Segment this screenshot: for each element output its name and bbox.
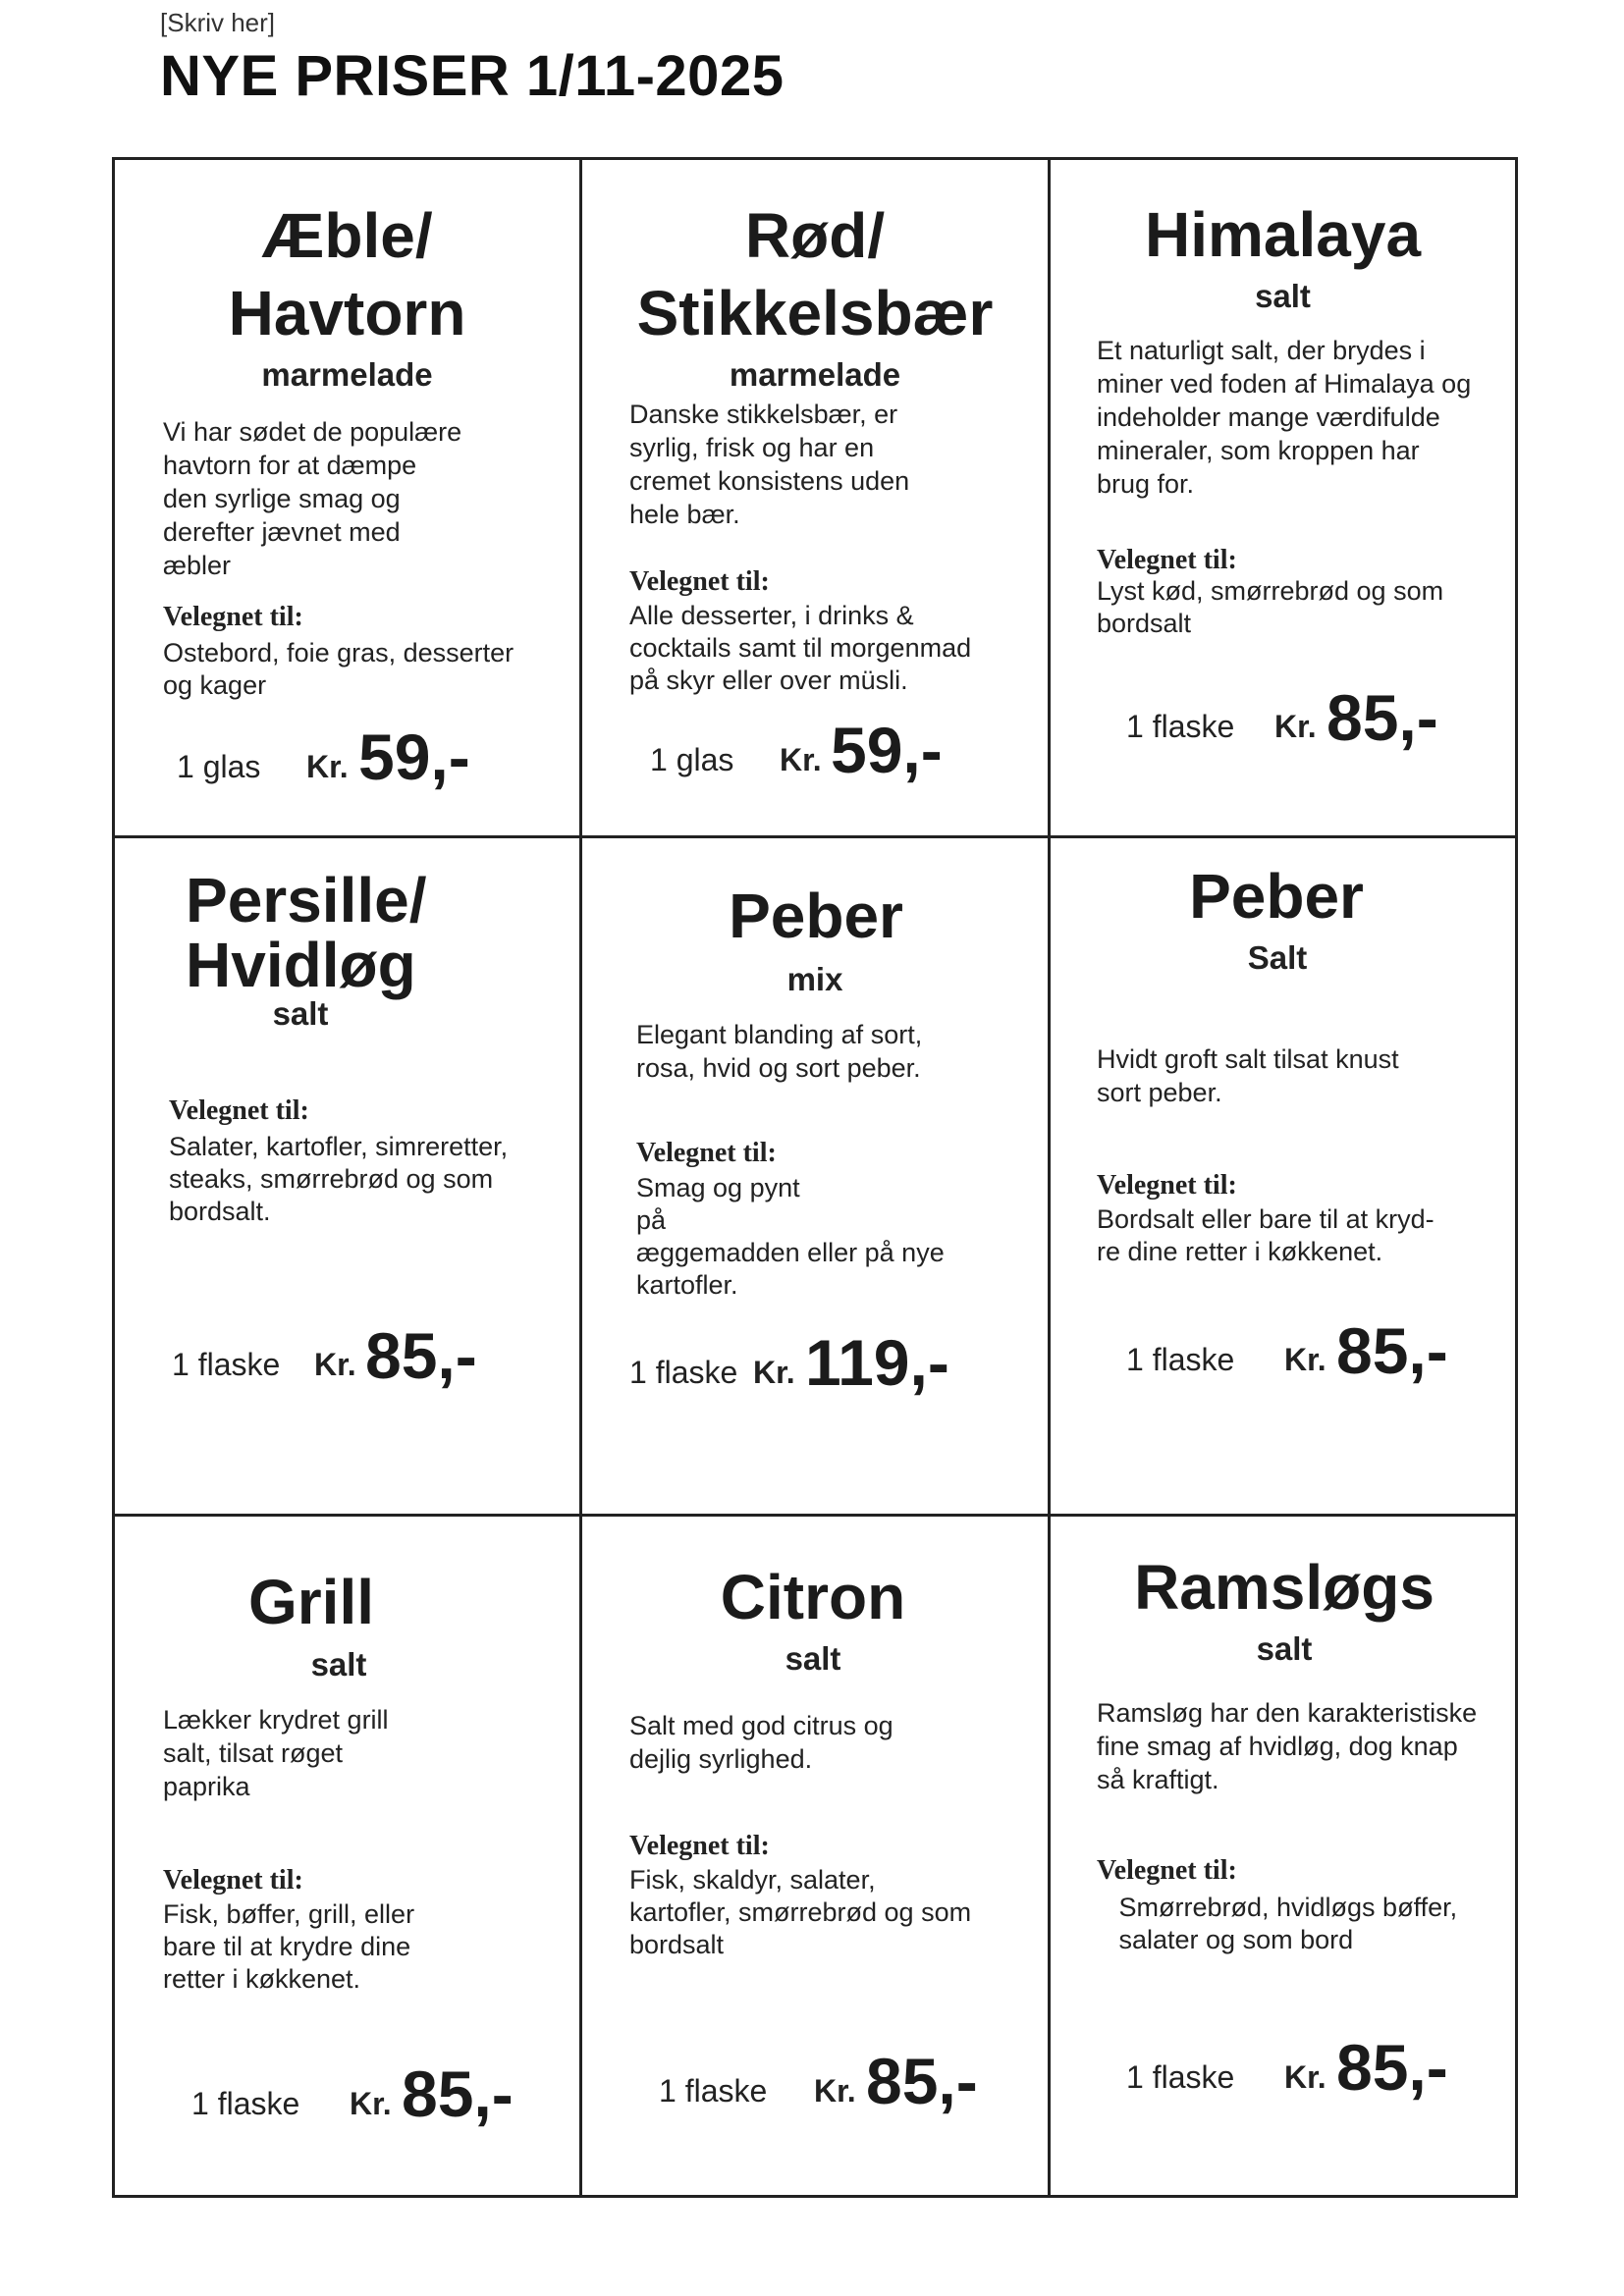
velegnet-label: Velegnet til:	[169, 1095, 309, 1126]
product-subtitle: salt	[785, 1640, 841, 1677]
header-placeholder: [Skriv her]	[160, 8, 276, 37]
product-card-himalaya	[1051, 160, 1515, 838]
product-description: Et naturligt salt, der brydes i miner ved foden af Himalaya og indeholder mange værdifulde mineraler, som kroppen har brug for.	[1097, 336, 1472, 499]
page-title: NYE PRISER 1/11-2025	[160, 44, 785, 108]
velegnet-text: Smag og pynt på æggemadden eller på nye kartofler.	[636, 1173, 945, 1300]
product-description: Lækker krydret grill salt, tilsat røget paprika	[163, 1705, 389, 1801]
product-subtitle: mix	[786, 961, 843, 997]
velegnet-label: Velegnet til:	[629, 1831, 770, 1861]
product-name: Peber	[1189, 861, 1364, 932]
velegnet-text: Smørrebrød, hvidløgs bøffer, salater og som bord	[1118, 1893, 1458, 1954]
product-subtitle: salt	[310, 1646, 367, 1682]
product-name: Rød/ Stikkelsbær	[636, 200, 994, 348]
velegnet-label: Velegnet til:	[636, 1138, 777, 1168]
product-description: Ramsløg har den karakteristiske fine smag af hvidløg, dog knap så kraftigt.	[1097, 1698, 1478, 1794]
product-unit: 1 flaske	[172, 1347, 281, 1382]
velegnet-text: Lyst kød, smørrebrød og som bordsalt	[1097, 576, 1444, 638]
product-description: Danske stikkelsbær, er syrlig, frisk og har en cremet konsistens uden hele bær.	[629, 400, 910, 529]
velegnet-label: Velegnet til:	[163, 602, 303, 632]
product-unit: 1 flaske	[1126, 1342, 1235, 1377]
product-description: Vi har sødet de populære havtorn for at dæmpe den syrlige smag og derefter jævnet med æbler	[163, 417, 462, 580]
product-name: Peber	[729, 881, 903, 951]
velegnet-label: Velegnet til:	[1097, 545, 1237, 575]
product-price: 85,-	[1336, 1314, 1448, 1387]
currency-label: Kr.	[1284, 2059, 1326, 2095]
product-description: Salt med god citrus og dejlig syrlighed.	[629, 1711, 893, 1774]
product-unit: 1 flaske	[629, 1355, 738, 1390]
product-price: 119,-	[805, 1326, 949, 1399]
currency-label: Kr.	[306, 749, 349, 784]
velegnet-text: Alle desserter, i drinks & cocktails samt til morgenmad på skyr eller over müsli.	[629, 601, 972, 695]
product-subtitle: salt	[272, 995, 329, 1032]
product-card-peber-salt	[1051, 838, 1515, 1517]
product-price: 85,-	[1326, 681, 1438, 754]
currency-label: Kr.	[1284, 1342, 1326, 1377]
product-name: Persille/ Hvidløg	[186, 865, 427, 1000]
product-description: Elegant blanding af sort, rosa, hvid og sort peber.	[636, 1020, 923, 1083]
product-price: 59,-	[358, 721, 470, 793]
product-card-persille-hvidloeg	[115, 838, 582, 1517]
product-price: 85,-	[1336, 2031, 1448, 2104]
velegnet-text: Fisk, skaldyr, salater, kartofler, smørrebrød og som bordsalt	[629, 1865, 972, 1959]
velegnet-label: Velegnet til:	[1097, 1170, 1237, 1201]
velegnet-text: Ostebord, foie gras, desserter og kager	[163, 638, 514, 700]
currency-label: Kr.	[314, 1347, 356, 1382]
product-unit: 1 flaske	[659, 2073, 768, 2109]
product-name: Æble/ Havtorn	[228, 200, 466, 348]
product-unit: 1 flaske	[1126, 2059, 1235, 2095]
product-subtitle: Salt	[1247, 939, 1308, 976]
product-subtitle: salt	[1255, 278, 1311, 314]
currency-label: Kr.	[753, 1355, 795, 1390]
product-unit: 1 flaske	[191, 2086, 300, 2121]
product-card-ramsloegs	[1051, 1517, 1515, 2195]
product-card-citron	[582, 1517, 1051, 2195]
product-card-aeble-havtorn	[115, 160, 582, 838]
currency-label: Kr.	[780, 742, 822, 777]
velegnet-text: Fisk, bøffer, grill, eller bare til at krydre dine retter i køkkenet.	[163, 1899, 415, 1994]
product-price: 59,-	[831, 714, 943, 786]
product-subtitle: marmelade	[729, 356, 901, 393]
velegnet-text: Bordsalt eller bare til at kryd- re dine retter i køkkenet.	[1097, 1204, 1435, 1266]
velegnet-label: Velegnet til:	[163, 1865, 303, 1896]
product-price: 85,-	[365, 1319, 477, 1392]
product-price: 85,-	[402, 2057, 514, 2130]
product-description: Hvidt groft salt tilsat knust sort peber.	[1097, 1044, 1399, 1107]
product-subtitle: marmelade	[261, 356, 433, 393]
velegnet-label: Velegnet til:	[629, 566, 770, 597]
product-grid	[112, 157, 1518, 2198]
product-name: Ramsløgs	[1134, 1552, 1435, 1623]
product-name: Citron	[720, 1562, 906, 1632]
currency-label: Kr.	[814, 2073, 856, 2109]
product-unit: 1 glas	[177, 749, 261, 784]
currency-label: Kr.	[350, 2086, 392, 2121]
product-subtitle: salt	[1256, 1630, 1313, 1667]
product-name: Himalaya	[1144, 199, 1422, 270]
product-unit: 1 flaske	[1126, 709, 1235, 744]
currency-label: Kr.	[1274, 709, 1317, 744]
product-card-roed-stikkelsbaer	[582, 160, 1051, 838]
product-card-peber-mix	[582, 838, 1051, 1517]
product-card-grill	[115, 1517, 582, 2195]
velegnet-text: Salater, kartofler, simreretter, steaks, smørrebrød og som bordsalt.	[169, 1132, 509, 1226]
product-price: 85,-	[866, 2045, 978, 2117]
product-name: Grill	[247, 1567, 375, 1637]
velegnet-label: Velegnet til:	[1097, 1855, 1237, 1886]
product-unit: 1 glas	[650, 742, 734, 777]
